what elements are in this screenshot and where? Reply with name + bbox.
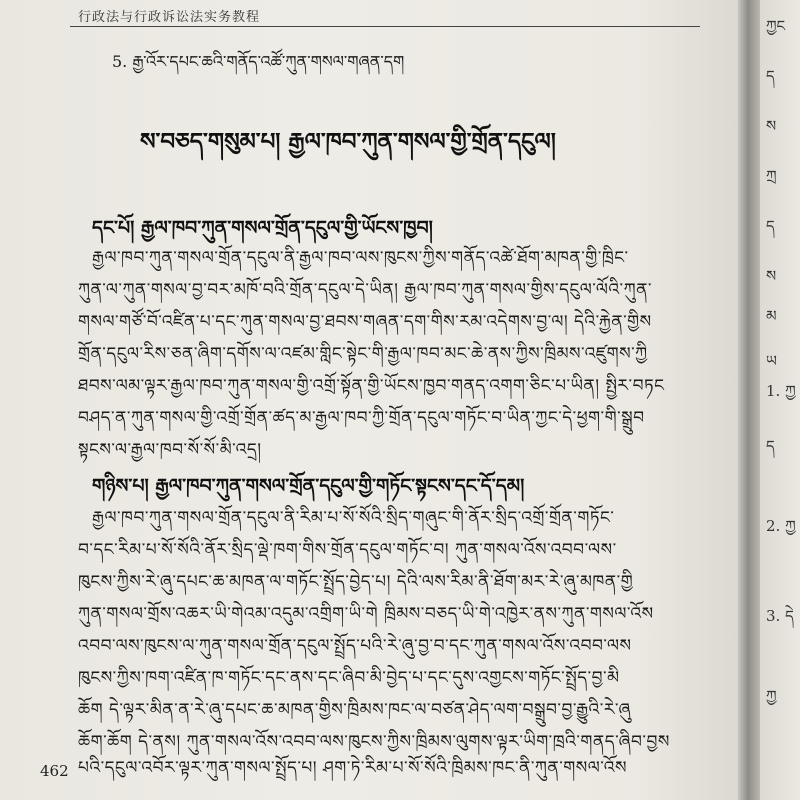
paragraph-1-line: གསལ་གཙོ་བོ་འཛིན་པ་དང་ཀུན་གསལ་བྱ་ཐབས་གཞན་དག་གིས་རམ་འདེགས་བྱ་ལ། དེའི་རྐྱེན་གྱིས (78, 312, 652, 332)
section-title: ས་བཅད་གསུམ་པ། རྒྱལ་ཁབ་ཀུན་གསལ་གྱི་གྲོན་དངུལ། (140, 128, 556, 155)
subsection-2-heading: གཉིས་པ། རྒྱལ་ཁབ་ཀུན་གསལ་གྲོན་དངུལ་གྱི་གཏོང་སྟངས་དང་དོ་དམ། (92, 475, 525, 497)
book-gutter (738, 0, 760, 800)
paragraph-2-line: ཀུན་གསལ་གྲོས་འཆར་ཡི་གེའམ་འདུམ་འགྲིག་ཡི་གེ ཁྲིམས་བཅད་ཡི་གེ་འཁྱེར་ནས་ཀུན་གསལ་འོས (78, 604, 654, 624)
facing-fragment: ས (766, 117, 777, 135)
paragraph-2-line: ཁུངས་ཀྱིས་རེ་ཞུ་དཔང་ཆ་མཁན་ལ་གཏོང་སྤྲོད་བྱེད་པ། དེའི་ལས་རིམ་ནི་ཐོག་མར་རེ་ཞུ་མཁན་གྱི (78, 572, 634, 592)
header-rule (70, 26, 700, 27)
paragraph-1-line: ཀུན་ལ་ཀུན་གསལ་བྱ་བར་མཁོ་བའི་གྲོན་དངུལ་དེ་ཡིན། རྒྱལ་ཁབ་ཀུན་གསལ་གྱིས་དངུལ་ལོའི་ཀུན་ (78, 280, 652, 300)
facing-fragment: 2. ཀྱ (766, 517, 796, 535)
facing-fragment: ད (766, 437, 775, 455)
page-number: 462 (40, 762, 69, 780)
paragraph-2-line: པའི་དངུལ་འབོར་ལྟར་ཀུན་གསལ་སྤྲོད་པ། ཤག་ཏེ་རིམ་པ་སོ་སོའི་ཁྲིམས་ཁང་ནི་ཀུན་གསལ་འོས (78, 758, 627, 778)
paragraph-1-line: རྒྱལ་ཁབ་ཀུན་གསལ་གྲོན་དངུལ་ནི་རྒྱལ་ཁབ་ལས་ཁུངས་ཀྱིས་གནོད་འཚེ་ཐོག་མཁན་གྱི་ཁྲིང་ (92, 248, 629, 268)
facing-fragment: ཀྱང (766, 17, 786, 35)
facing-fragment: ད (766, 217, 775, 235)
facing-page-edge (760, 0, 800, 800)
paragraph-2-line: ཆོག དེ་ལྟར་མིན་ན་རེ་ཞུ་དཔང་ཆ་མཁན་གྱིས་ཁྲིམས་ཁང་ལ་བཙན་ཤེད་ལག་བསྒྲུབ་བྱ་རྒྱུའི་རེ་ཞུ (78, 700, 631, 720)
paragraph-1-line: སྟངས་ལ་རྒྱལ་ཁབ་སོ་སོ་མི་འདྲ། (78, 440, 262, 460)
facing-fragment: ཀྲ (766, 167, 777, 185)
paragraph-1-line: ཐབས་ལམ་ལྟར་རྒྱལ་ཁབ་ཀུན་གསལ་གྱི་འགྲོ་སྟོན་གྱི་ཡོངས་ཁྱབ་གནད་འགག་ཅིང་པ་ཡིན། སྤྱིར་བཏང (78, 376, 665, 396)
paragraph-2-line: ཁུངས་ཀྱིས་ཁག་འཛིན་ཁ་གཏོང་དང་ནས་དང་ཞིབ་མི་བྱེད་པ་དང་དུས་འགྱངས་གཏོང་སྤྲོད་བྱ་མི (78, 668, 620, 688)
subsection-1-heading: དང་པོ། རྒྱལ་ཁབ་ཀུན་གསལ་གྲོན་དངུལ་གྱི་ཡོངས་ཁྱབ། (92, 217, 433, 239)
facing-fragment: 1. ཀྱ (766, 382, 796, 400)
facing-fragment: ད (766, 67, 775, 85)
facing-fragment: མ (766, 307, 777, 325)
list-item-heading: 5. རྒྱ་འོར་དཔང་ཆའི་གནོད་འཚོ་ཀུན་གསལ་གཞན་དག (112, 52, 405, 71)
running-head: 行政法与行政诉讼法实务教程 (78, 10, 261, 25)
paragraph-1-line: གྲོན་དངུལ་རིས་ཅན་ཞིག་དགོས་ལ་འཛམ་གླིང་སྟེང་གི་རྒྱལ་ཁབ་མང་ཆེ་ནས་ཀྱིས་ཁྲིམས་འཛུགས་ཀྱི (78, 344, 648, 364)
facing-fragment: ས (766, 267, 777, 285)
paragraph-2-line: བ་དང་རིམ་པ་སོ་སོའི་ནོར་སྲིད་ལྡེ་ཁག་གིས་གྲོན་དངུལ་གཏོང་བ། ཀུན་གསལ་འོས་འབབ་ལས་ (78, 540, 617, 560)
paragraph-2-line: འབབ་ལས་ཁུངས་ལ་ཀུན་གསལ་གྲོན་དངུལ་སྤྲོད་པའི་རེ་ཞུ་བྱ་བ་དང་ཀུན་གསལ་འོས་འབབ་ལས (78, 636, 632, 656)
paragraph-1-line: བཤད་ན་ཀུན་གསལ་གྱི་འགྲོ་གྲོན་ཚད་མ་རྒྱལ་ཁབ་ཀྱི་གྲོན་དངུལ་གཏོང་བ་ཡིན་ཀྱང་དེ་ཕྱག་གི་སྒྲུབ (78, 408, 645, 428)
facing-fragment: ཀྱ (766, 687, 777, 705)
facing-fragment: ཡ (766, 352, 777, 370)
facing-fragment: 3. དེ (766, 607, 794, 625)
paragraph-2-line: རྒྱལ་ཁབ་ཀུན་གསལ་གྲོན་དངུལ་ནི་རིམ་པ་སོ་སོའི་སྲིད་གཞུང་གི་ནོར་སྲིད་འགྲོ་གྲོན་གཏོང་ (92, 508, 615, 528)
paragraph-2-line: ཆོག་ཆོག དེ་ནས། ཀུན་གསལ་འོས་འབབ་ལས་ཁུངས་ཀྱིས་ཁྲིམས་ལུགས་ལྟར་ཡིག་ཁྲའི་གནད་ཞིབ་བྱས (78, 732, 670, 752)
